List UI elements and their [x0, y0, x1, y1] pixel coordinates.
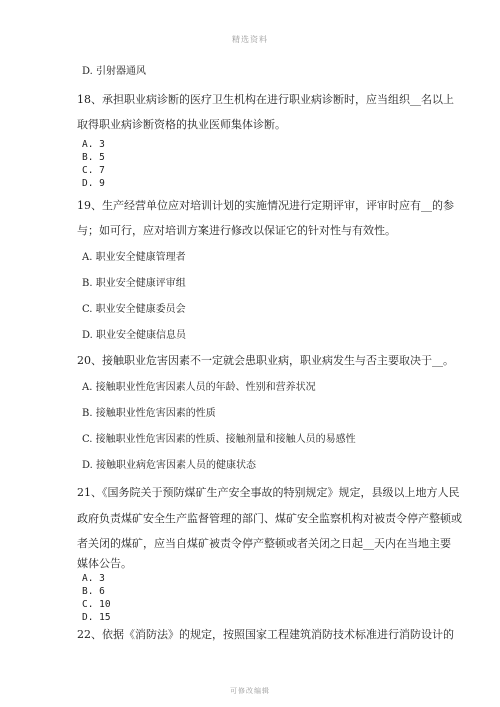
page-header: 精选资料 [232, 35, 268, 44]
q21-text-line1: 21、《国务院关于预防煤矿生产安全事故的特别规定》规定，县级以上地方人民 [77, 486, 460, 499]
q20-option-a: A. 接触职业性危害因素人员的年龄、性别和营养状况 [82, 382, 316, 393]
q19-text-line2: 与；如可行，应对培训方案进行修改以保证它的针对性与有效性。 [77, 224, 396, 237]
q19-option-a: A. 职业安全健康管理者 [82, 252, 186, 263]
q18-option-c: C. 7 [82, 165, 105, 176]
q20-option-b: B. 接触职业性危害因素的性质 [82, 408, 216, 419]
q18-text-line1: 18、承担职业病诊断的医疗卫生机构在进行职业病诊断时，应当组织__名以上 [77, 93, 454, 106]
q18-option-d: D. 9 [82, 178, 105, 189]
q18-text-line2: 取得职业病诊断资格的执业医师集体诊断。 [77, 118, 286, 131]
q21-text-line3: 者关闭的煤矿，应当自煤矿被责令停产整顿或者关闭之日起__天内在当地主要 [77, 537, 451, 550]
q21-option-c: C. 10 [82, 599, 111, 610]
q18-option-a: A. 3 [82, 139, 105, 150]
q21-option-b: B. 6 [82, 586, 105, 597]
q19-option-b: B. 职业安全健康评审组 [82, 278, 186, 289]
page-footer: 可修改编辑 [230, 687, 270, 695]
q20-option-d: D. 接触职业病危害因素人员的健康状态 [82, 460, 257, 471]
q19-option-d: D. 职业安全健康信息员 [82, 330, 187, 341]
q21-text-line2: 政府负责煤矿安全生产监督管理的部门、煤矿安全监察机构对被责令停产整顿或 [77, 512, 462, 525]
q21-option-a: A. 3 [82, 573, 105, 584]
q20-option-c: C. 接触职业性危害因素的性质、接触剂量和接触人员的易感性 [82, 434, 356, 445]
q20-text-line1: 20、接触职业危害因素不一定就会患职业病，职业病发生与否主要取决于__。 [77, 354, 454, 367]
q17-option-d: D. 引射器通风 [82, 66, 147, 77]
q19-option-c: C. 职业安全健康委员会 [82, 304, 186, 315]
q19-text-line1: 19、生产经营单位应对培训计划的实施情况进行定期评审，评审时应有__的参 [77, 199, 454, 212]
q22-text-line1: 22、依据《消防法》的规定，按照国家工程建筑消防技术标准进行消防设计的 [77, 628, 454, 641]
q21-option-d: D. 15 [82, 612, 111, 623]
q21-text-line4: 媒体公告。 [77, 557, 132, 570]
q18-option-b: B. 5 [82, 152, 105, 163]
